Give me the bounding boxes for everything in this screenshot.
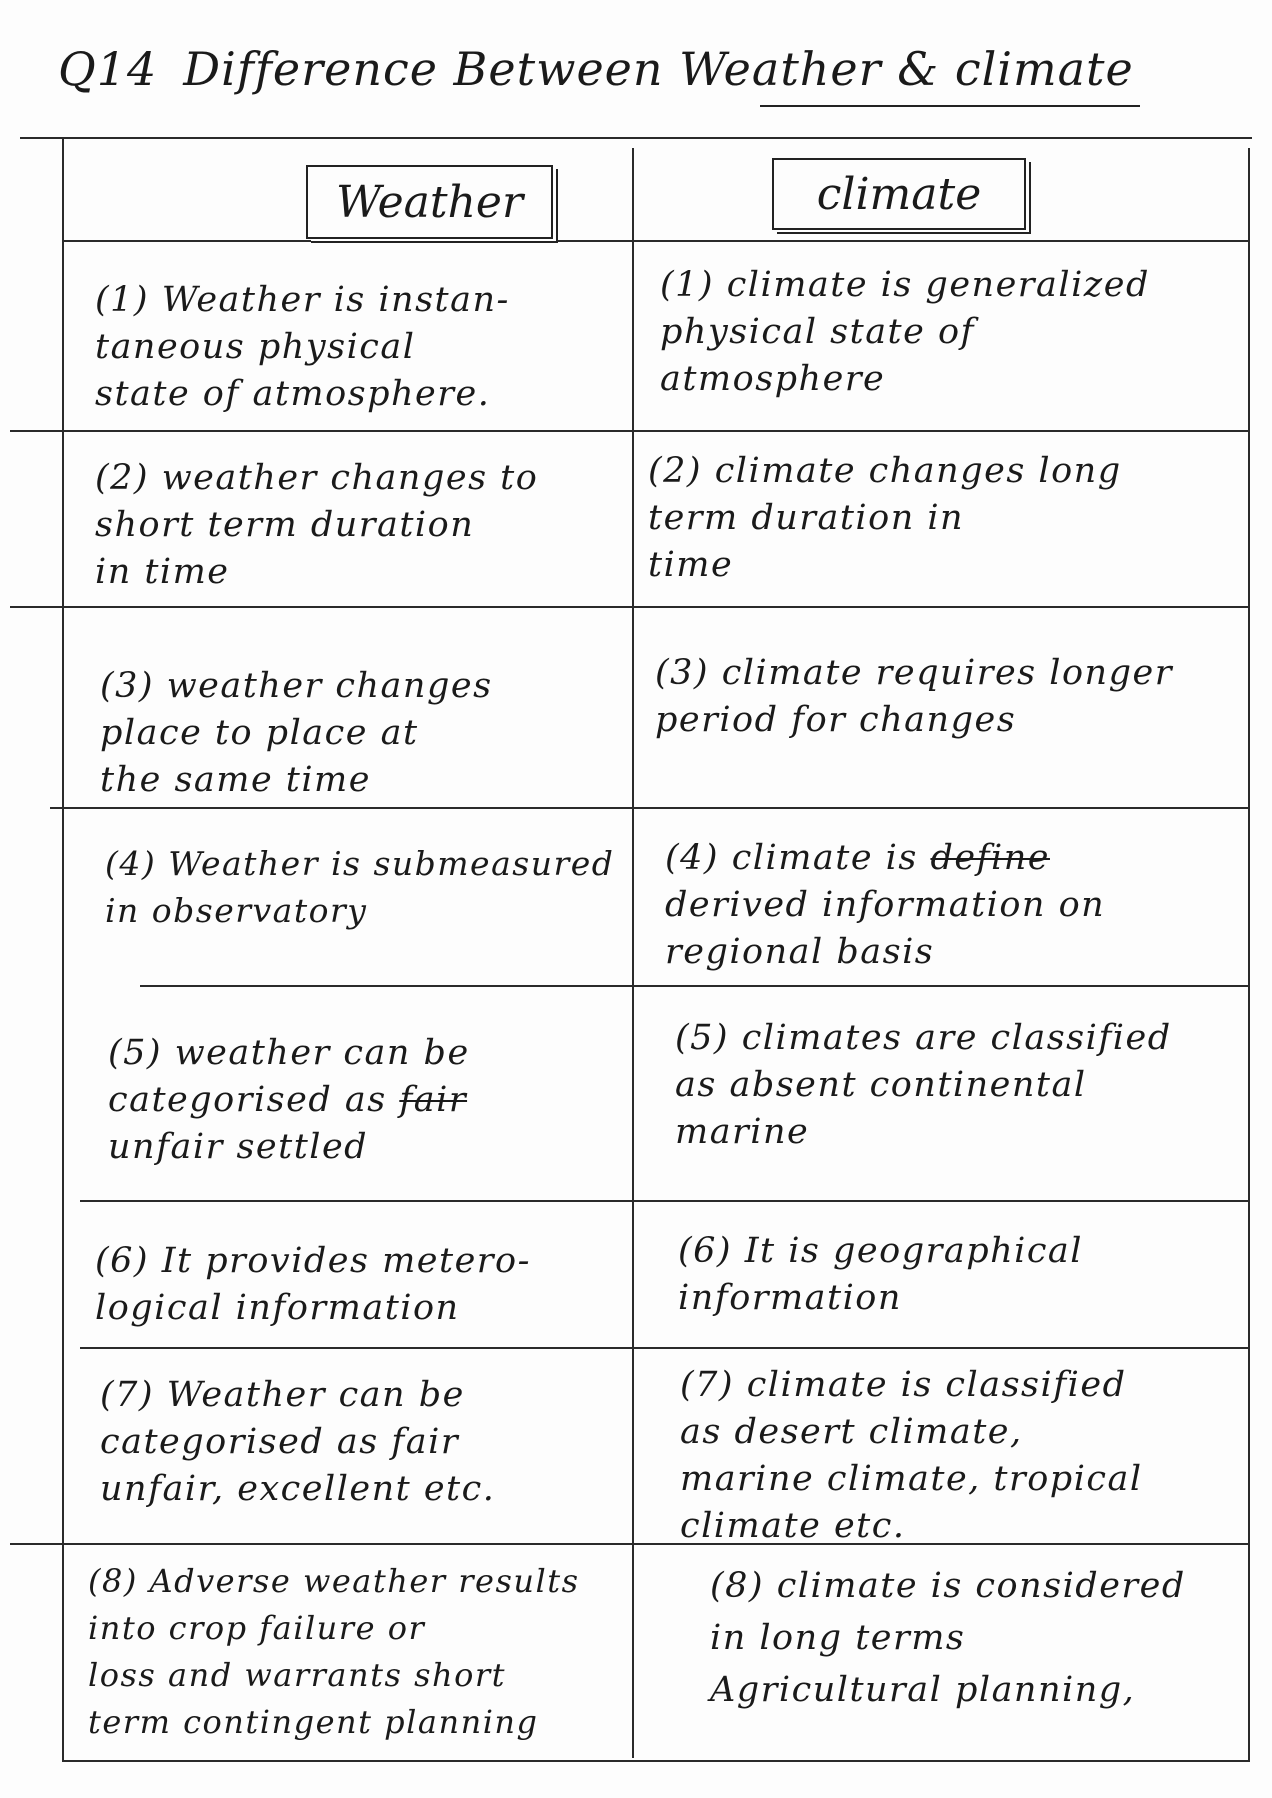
climate-point-8: (8) climate is considered in long terms Agricultural planning, — [710, 1566, 1186, 1710]
weather-point-5-suffix: unfair settled — [108, 1127, 369, 1167]
row-3-bottom-border — [50, 807, 1250, 809]
climate-point-3: (3) climate requires longer period for changes — [655, 653, 1173, 740]
question-number: Q14 — [58, 42, 158, 96]
weather-column-header: Weather — [306, 165, 553, 239]
weather-point-5 — [108, 1030, 628, 1171]
climate-point-4 — [665, 835, 1245, 976]
title-underline — [760, 105, 1140, 107]
weather-point-3: (3) weather changes place to place at the same time — [100, 666, 493, 800]
title-text: Difference Between Weather & climate — [183, 42, 1134, 96]
climate-column-header: climate — [772, 158, 1026, 230]
column-divider — [632, 148, 634, 1758]
weather-point-7: (7) Weather can be categorised as fair unfair, excellent etc. — [100, 1375, 496, 1509]
climate-point-4-suffix: derived information on regional basis — [665, 885, 1106, 972]
table-left-border — [62, 137, 64, 1762]
climate-point-2: (2) climate changes long term duration in time — [648, 451, 1122, 585]
table-right-border — [1248, 148, 1250, 1760]
climate-point-4-prefix: (4) climate is — [665, 838, 931, 878]
climate-point-1: (1) climate is generalized physical state of atmosphere — [660, 265, 1150, 399]
row-4-bottom-border — [140, 985, 1250, 987]
header-bottom-border — [62, 240, 1250, 242]
weather-point-4: (4) Weather is submeasured in observatory — [105, 844, 615, 930]
row-1-bottom-border — [10, 430, 1250, 432]
weather-point-2: (2) weather changes to short term duration in time — [95, 458, 539, 592]
weather-point-6: (6) It provides metero- logical information — [95, 1241, 531, 1328]
row-6-bottom-border — [80, 1347, 1250, 1349]
climate-point-5: (5) climates are classified as absent continental marine — [675, 1018, 1172, 1152]
row-5-bottom-border — [80, 1200, 1250, 1202]
weather-point-1: (1) Weather is instan- taneous physical state of atmosphere. — [95, 280, 510, 414]
table-top-border — [20, 137, 1252, 139]
climate-point-7: (7) climate is classified as desert climate, marine climate, tropical climate etc. — [680, 1365, 1143, 1546]
climate-point-4-struck-word: define — [930, 838, 1050, 878]
climate-point-6: (6) It is geographical information — [678, 1231, 1083, 1318]
row-2-bottom-border — [10, 606, 1250, 608]
weather-point-5-prefix: (5) weather can be categorised as — [108, 1033, 470, 1120]
weather-point-5-struck-word: fair — [399, 1080, 468, 1120]
page-title — [58, 42, 1134, 96]
weather-point-8: (8) Adverse weather results into crop failure or loss and warrants short term contingent planning — [88, 1562, 580, 1741]
table-bottom-border — [62, 1760, 1250, 1762]
